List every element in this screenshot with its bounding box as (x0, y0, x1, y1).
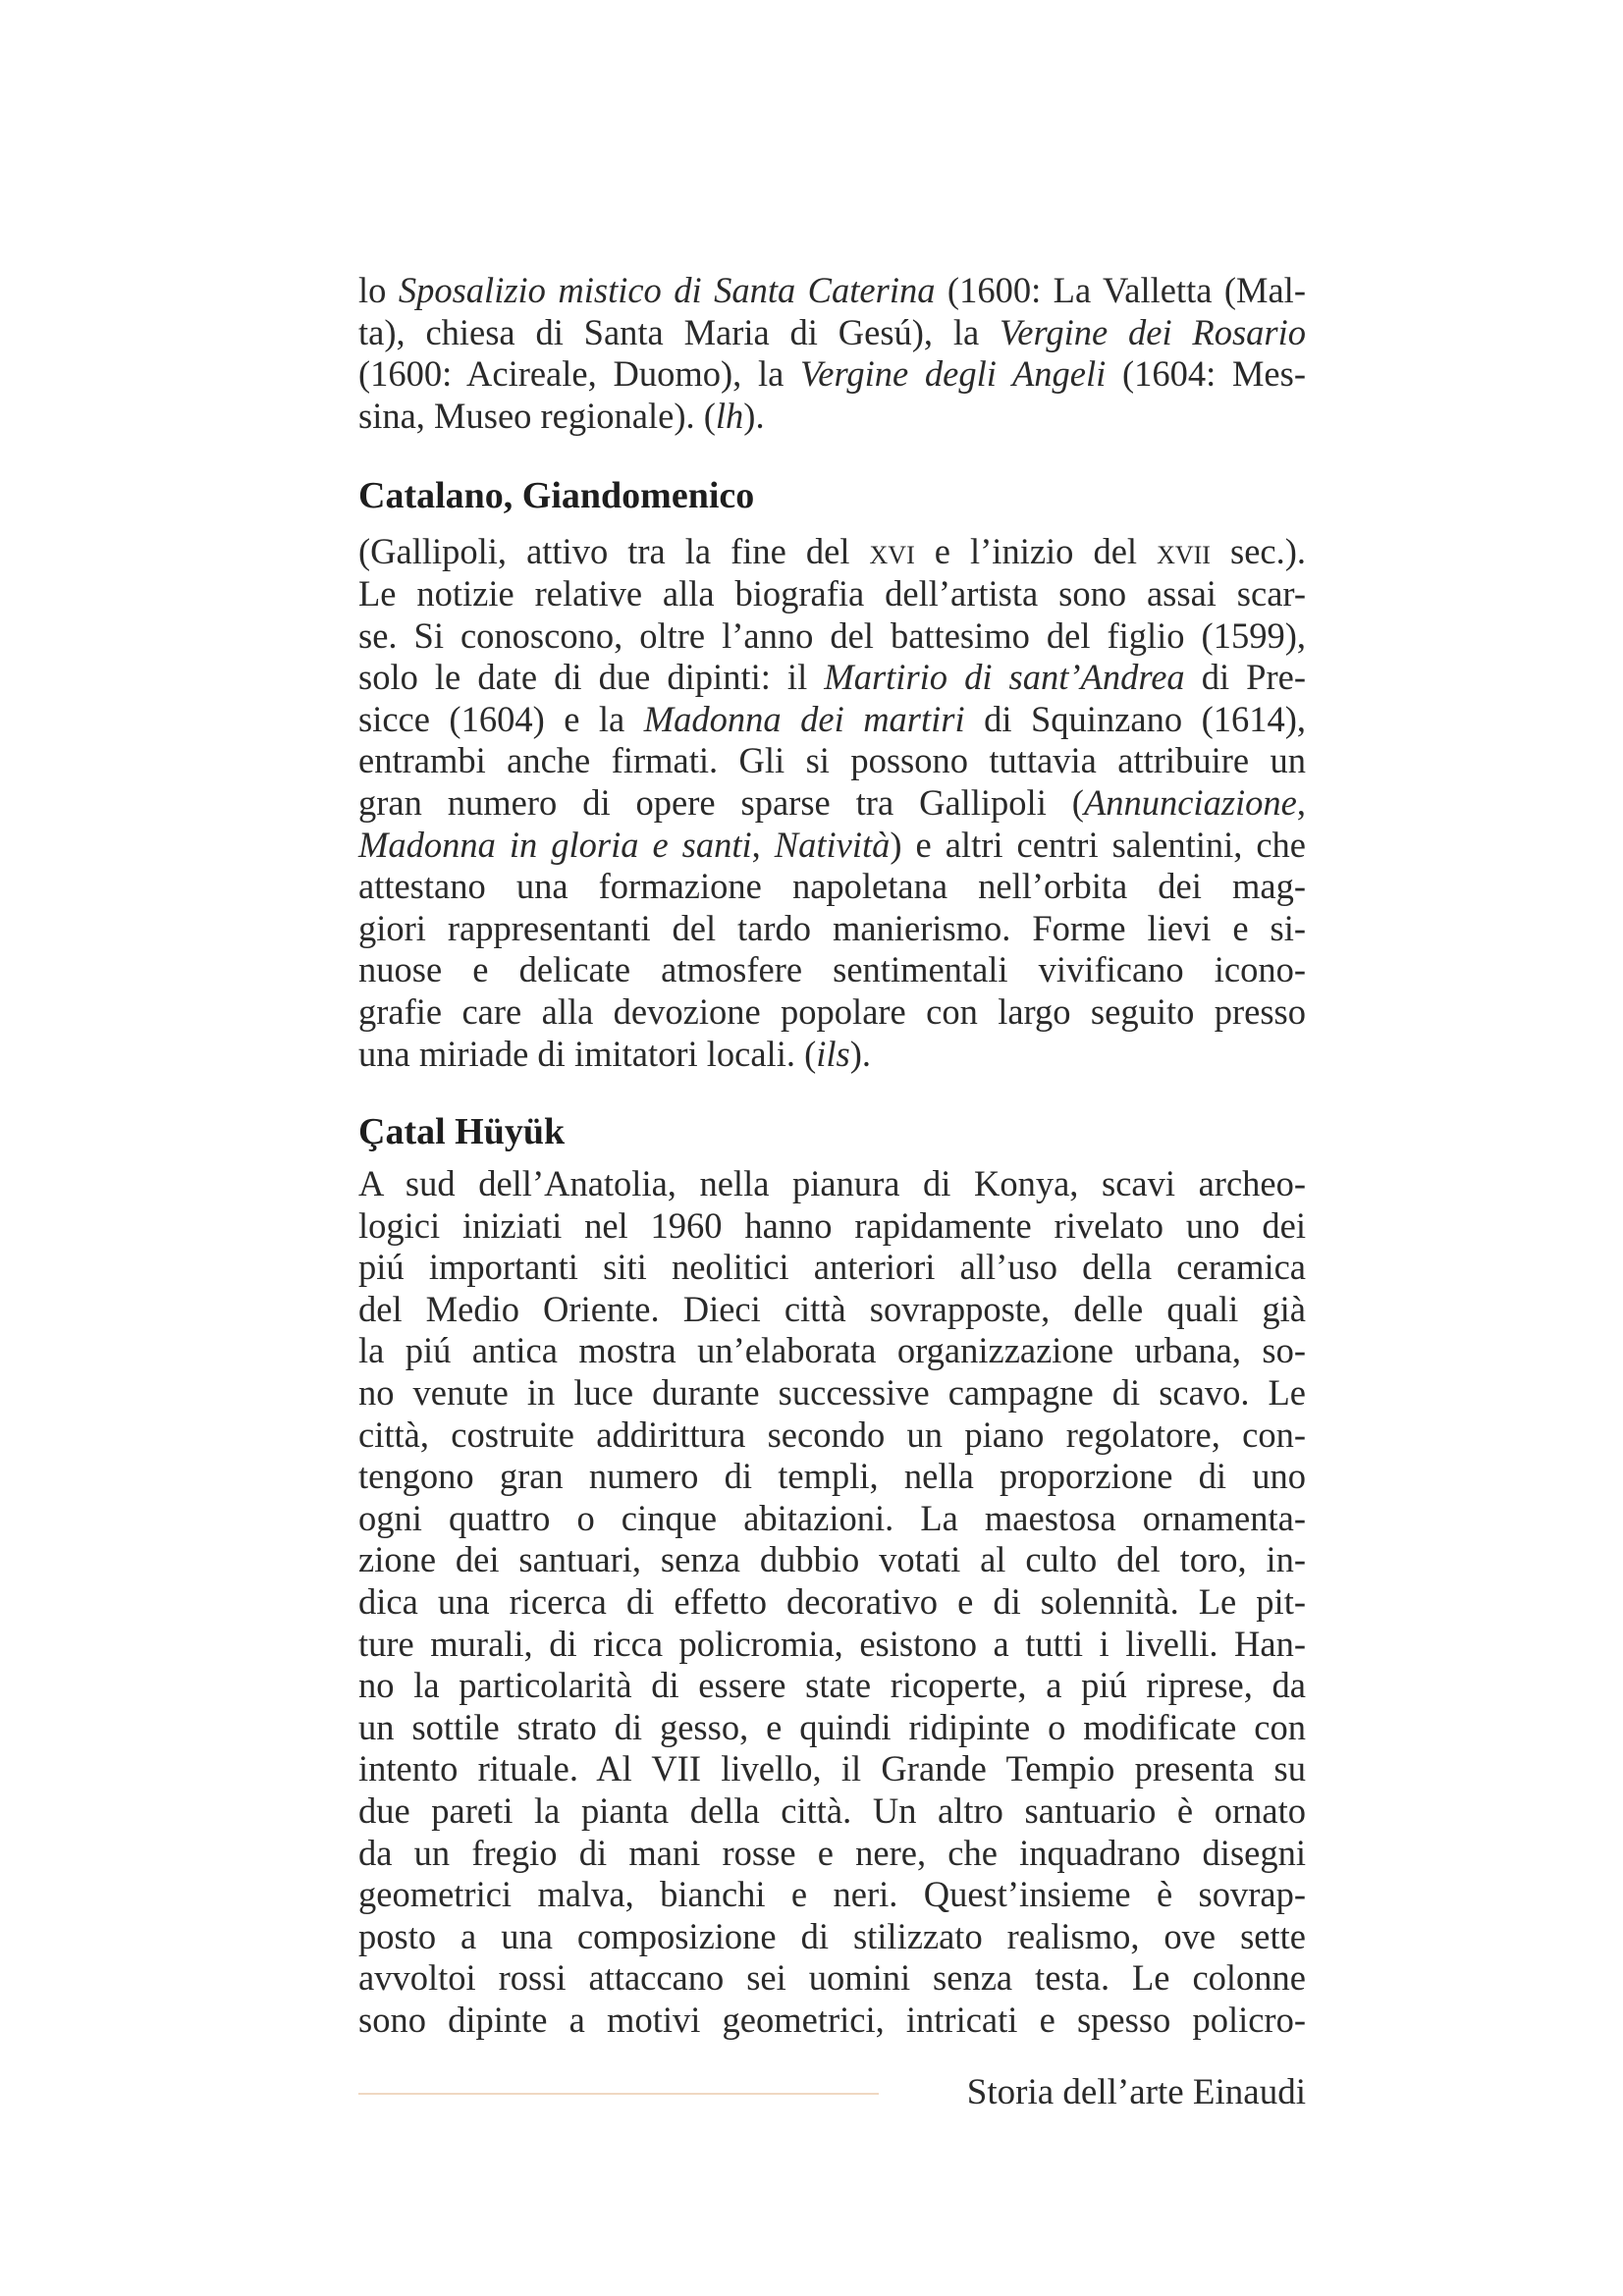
text-line: sina, Museo regionale). (lh). (358, 395, 765, 436)
text-line: logici iniziati nel 1960 hanno rapidamente rivelato uno dei (358, 1204, 1306, 1246)
text-line: Madonna in gloria e santi, Natività) e altri centri salentini, che (358, 824, 1307, 865)
text-line: se. Si conoscono, oltre l’anno del battesimo del figlio (1599), (358, 614, 1306, 656)
text-line: gran numero di opere sparse tra Gallipoli (Annunciazione, (358, 781, 1306, 823)
text-line: un sottile strato di gesso, e quindi ridipinte o modificate con (358, 1706, 1306, 1747)
author-initials: lh (715, 395, 744, 436)
text-line: ogni quattro o cinque abitazioni. La maestosa ornamenta- (358, 1497, 1306, 1538)
text-line: no la particolarità di essere state ricoperte, a piú riprese, da (358, 1665, 1306, 1706)
century-numeral: xvii (1157, 531, 1211, 572)
text-line: dica una ricerca di effetto decorativo e di solennità. Le pit- (358, 1581, 1306, 1623)
artwork-title: Annunciazione (1083, 781, 1297, 823)
page-footer (358, 2071, 1306, 2114)
artwork-title: Martirio di sant’Andrea (824, 657, 1185, 698)
text-line: tengono gran numero di templi, nella proporzione di uno (358, 1456, 1306, 1497)
text-line: da un fregio di mani rosse e nere, che inquadrano disegni (358, 1832, 1306, 1873)
artwork-title: Madonna in gloria e santi (358, 824, 752, 865)
text-line: entrambi anche firmati. Gli si possono tuttavia attribuire un (358, 740, 1306, 781)
text-line: la piú antica mostra un’elaborata organizzazione urbana, so- (358, 1330, 1306, 1371)
text-line: avvoltoi rossi attaccano sei uomini senza testa. Le colonne (358, 1957, 1306, 1999)
text-line: attestano una formazione napoletana nell’orbita dei mag- (358, 866, 1306, 907)
entry-title-catal-huyuk: Çatal Hüyük (358, 1111, 566, 1153)
text-line: due pareti la pianta della città. Un altro santuario è ornato (358, 1790, 1306, 1831)
artwork-title: Sposalizio mistico di Santa Caterina (398, 270, 936, 310)
text-line: A sud dell’Anatolia, nella pianura di Konya, scavi archeo- (358, 1163, 1306, 1204)
text-line: intento rituale. Al VII livello, il Grande Tempio presenta su (358, 1748, 1306, 1789)
text-line: lo Sposalizio mistico di Santa Caterina (1600: La Valletta (Mal- (358, 270, 1306, 310)
text-line: ta), chiesa di Santa Maria di Gesú), la Vergine dei Rosario (358, 311, 1306, 352)
text-line: solo le date di due dipinti: il Martirio di sant’Andrea di Pre- (358, 657, 1306, 698)
artwork-title: Vergine dei Rosario (1000, 311, 1306, 352)
text-line: del Medio Oriente. Dieci città sovrapposte, delle quali già (358, 1288, 1306, 1329)
text-line: geometrici malva, bianchi e neri. Quest’insieme è sovrap- (358, 1874, 1306, 1915)
page-content (358, 270, 1306, 2042)
text-line: sono dipinte a motivi geometrici, intricati e spesso policro- (358, 1999, 1306, 2040)
entry-body-catal-huyuk (358, 1163, 1306, 2041)
author-initials: ils (816, 1033, 850, 1074)
text-line: Le notizie relative alla biografia dell’artista sono assai scar- (358, 572, 1306, 614)
text-line: piú importanti siti neolitici anteriori all’uso della ceramica (358, 1247, 1306, 1288)
entry-title-catalano: Catalano, Giandomenico (358, 475, 755, 517)
text-line: nuose e delicate atmosfere sentimentali vivificano icono- (358, 949, 1306, 990)
text-line: posto a una composizione di stilizzato realismo, ove sette (358, 1915, 1306, 1956)
text-line: ture murali, di ricca policromia, esistono a tutti i livelli. Han- (358, 1623, 1306, 1664)
footer-rule (358, 2093, 879, 2095)
text-line: (1600: Acireale, Duomo), la Vergine degli Angeli (1604: Mes- (358, 353, 1306, 395)
continuation-paragraph (358, 270, 1306, 437)
text-line: giori rappresentanti del tardo manierismo. Forme lievi e si- (358, 907, 1306, 948)
text-line: zione dei santuari, senza dubbio votati al culto del toro, in- (358, 1539, 1306, 1580)
footer-publication-title: Storia dell’arte Einaudi (966, 2072, 1306, 2112)
entry-body-catalano (358, 531, 1306, 1075)
text-line: no venute in luce durante successive campagne di scavo. Le (358, 1372, 1306, 1414)
text-line: (Gallipoli, attivo tra la fine del xvi e l’inizio del xvii sec.). (358, 531, 1307, 572)
text-line: grafie care alla devozione popolare con largo seguito presso (358, 990, 1306, 1032)
text-line: sicce (1604) e la Madonna dei martiri di Squinzano (1614), (358, 698, 1307, 739)
artwork-title: Madonna dei martiri (643, 698, 965, 739)
century-numeral: xvi (869, 531, 915, 572)
text-line: una miriade di imitatori locali. (ils). (358, 1033, 872, 1074)
artwork-title: Vergine degli Angeli (800, 353, 1107, 395)
text-line: città, costruite addirittura secondo un piano regolatore, con- (358, 1414, 1306, 1455)
artwork-title: Natività (774, 824, 891, 865)
